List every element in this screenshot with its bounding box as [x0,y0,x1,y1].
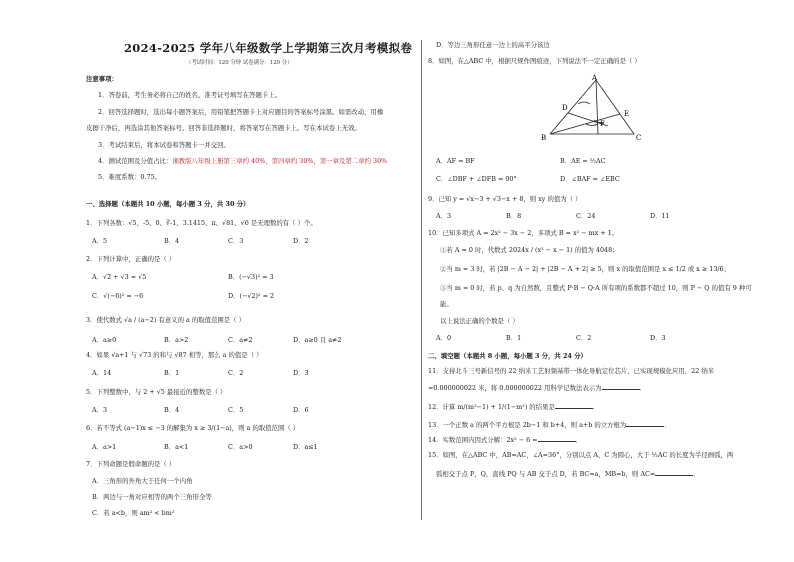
notice-item: 5．难度系数：0.75。 [98,173,162,181]
option: C．24 [576,212,596,220]
option: A．3 [92,406,108,414]
option: A．a>1 [92,443,117,451]
option: A．14 [92,369,112,377]
option: A．5 [92,237,108,245]
question-stem: 8．如图，在△ABC 中，根据尺规作图痕迹，下列说法不一定正确的是（ ） [428,57,641,65]
answer-blank[interactable] [655,469,693,476]
question-stem: 1．下列各数：√5、-5、0、∛-1、3.1415、π、√81、√6 是无理数的有（ ）个。 [86,219,317,227]
point-label-c: C [636,134,642,142]
question-stem: 6．若不等式 (a−1)x ≤ −3 的解集为 x ≥ 3/(1−a)，则 a 的取值范围（ ） [86,424,300,432]
answer-blank[interactable] [555,402,593,409]
option: D．∠BAF = ∠EBC [560,175,620,183]
option: C．a>0 [228,443,253,451]
option: D．3 [650,334,666,342]
question-stem: 3．使代数式 √a / (a−2) 有意义的 a 的取值范围是（ ） [86,316,245,324]
option: B．4 [164,237,180,245]
notice-item: 皮擦干净后，再选涂其他答案标号。回答非选择题时，将答案写在答题卡上。写在本试卷上无效。 [86,124,361,132]
option: C．a≠2 [228,336,253,344]
option: C．若 a<b，则 am² < bm² [92,509,175,517]
section-heading: 二、填空题（本题共 8 小题，每小题 3 分，共 24 分） [428,352,587,360]
statement: ①若 A = 0 时，代数式 2024x / (x² − x − 1) 的值为 4048； [440,246,619,254]
question-stem: =0.000000022 米，将 0.000000022 用科学记数法表示为 ． [428,384,646,392]
question-stem: 弧相交于点 P，Q，直线 PQ 与 AB 交于点 D，若 BC=a，MB=b，则 AC= ． [436,470,700,478]
option: A．三角形的外角大于任何一个内角 [92,477,193,485]
page-title: 2024-2025 学年八年级数学上学期第三次月考模拟卷 [124,41,413,55]
scope-text: 湘教版八年级上册第三章约 40%，第四章约 30%，第一章及第二章约 30% [172,157,388,165]
answer-blank[interactable] [538,435,576,442]
option: C．∠DBF + ∠DFB = 90° [436,175,517,183]
notice-item: 1．答卷前，考生务必将自己的姓名、准考证号填写在答题卡上。 [98,91,282,99]
notice-item: 4．测试范围及分值占比：湘教版八年级上册第三章约 40%，第四章约 30%，第一章及第二章约 30% [98,157,388,165]
question-stem: 10．已知多项式 A = 2x² − 3x − 2，多项式 B = x² − mx + 1。 [428,229,619,237]
question-stem: 5．下列整数中，与 2 + √5 最接近的整数是（ ） [86,388,227,396]
option: D．11 [650,212,670,220]
option: B．AE = ½AC [560,157,606,165]
option: A．√2 + √3 = √5 [92,273,147,281]
question-stem: 15．如图，在△ABC 中，AB=AC，∠A=36°，分别以点 A，C 为圆心，大于 ½AC 的长度为半径画弧，两 [428,451,734,459]
question-stem: 7．下列命题是假命题的是（ ） [86,460,176,468]
triangle-figure [538,74,648,144]
option: D．a≥0 且 a≠2 [293,336,342,344]
option: B．4 [164,406,180,414]
option: C．√(−6)² = −6 [92,292,144,300]
option: D．a≤1 [293,443,318,451]
option: B．8 [506,212,522,220]
point-label-d: D [562,104,568,112]
statement: ③当 m = 0 时，若 p、q 为自然数，且整式 P·B − Q·A 所有项的系数都不超过 10，则 P − Q 的值有 9 种可 [440,284,752,292]
option: A．3 [436,212,452,220]
option: B．两边与一角对应相等的两个三角形全等 [92,493,212,501]
question-stem: 13．一个正数 a 的两个平方根是 2b−1 和 b+4，则 a+b 的立方根为 ． [428,421,671,429]
option: B．1 [506,334,522,342]
question-stem: 14．实数范围内因式分解：2x² − 6 = ． [428,436,582,444]
statement: 能。 [440,300,453,308]
column-divider [421,40,422,520]
statement: ②当 m = 3 时，若 |2B − A − 2| + |2B − A + 2| ≥ 5，则 x 的取值范围是 x ≤ 1/2 或 x ≥ 13/6； [440,265,731,273]
option: D．(−√2)² = 2 [228,292,275,300]
point-label-e: E [624,110,630,118]
option: D．3 [293,369,309,377]
option: B．a<1 [164,443,189,451]
option: B．1 [164,369,180,377]
option: D．6 [293,406,309,414]
page-subtitle: （考试时间：120 分钟 试卷满分：120 分） [186,60,293,66]
point-label-f: F [600,120,605,128]
point-label-a: A [592,74,598,82]
notice-item: 2．回答选择题时，选出每小题答案后，用铅笔把答题卡上对应题目的答案标号涂黑。如需改动，用橡 [98,108,384,116]
question-stem: 12．计算 m/(m²−1) + 1/(1−m²) 的结果是 ． [428,403,600,411]
point-label-b: B [541,134,547,142]
option: C．5 [228,406,244,414]
option: A．a≥0 [92,336,117,344]
option: A．AF = BF [436,157,475,165]
statement: 以上说法正确的个数是（ ） [440,317,519,325]
option: A．0 [436,334,452,342]
question-stem: 11．支持北斗三号新信号的 22 纳米工艺射频基带一体化导航定位芯片，已实现规模化应用，22 纳米 [428,367,715,375]
notice-heading: 注意事项： [86,75,118,83]
question-stem: 9．已知 y = √x−3 + √3−x + 8，则 xy 的值为（ ） [428,195,582,203]
question-stem: 2．下列计算中，正确的是（ ） [86,255,176,263]
option: C．2 [228,369,244,377]
option: D．等边三角形任意一边上的高平分该边 [436,41,550,49]
answer-blank[interactable] [602,383,640,390]
notice-item: 3．考试结束后，将本试卷和答题卡一并交回。 [98,141,230,149]
option: B．(−√3)² = 3 [228,273,274,281]
option: B．a>2 [164,336,189,344]
section-heading: 一、选择题（本题共 10 小题，每小题 3 分，共 30 分） [86,200,250,208]
question-stem: 4．如果 √a+1 与 √73 的和与 √87 相等，那么 a 的值是（ ） [86,351,263,359]
answer-blank[interactable] [626,420,664,427]
option: C．3 [228,237,244,245]
option: C．2 [576,334,592,342]
option: D．2 [293,237,309,245]
